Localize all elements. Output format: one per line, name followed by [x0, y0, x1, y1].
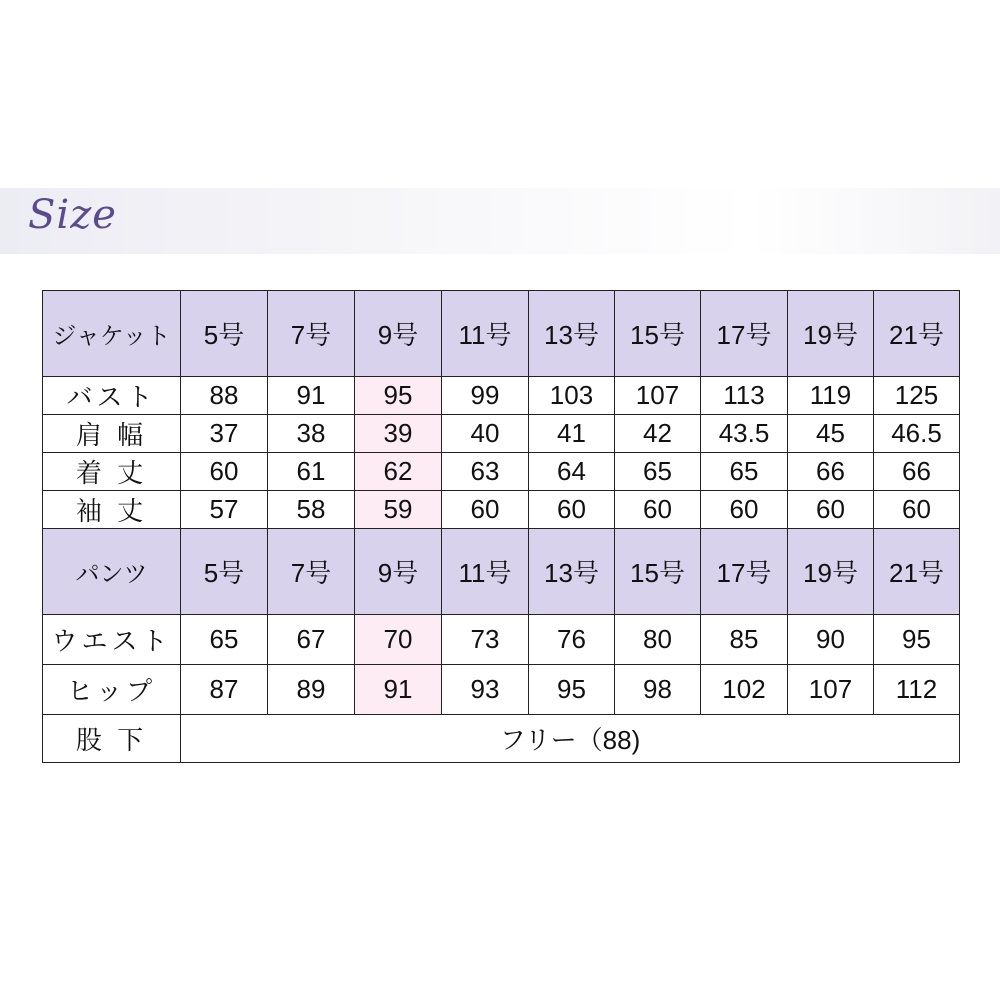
pants-header-label: パンツ [43, 529, 181, 615]
value-cell: 42 [615, 415, 701, 453]
bust-row [43, 377, 960, 415]
value-cell: 38 [268, 415, 355, 453]
size-banner [0, 188, 1000, 254]
value-cell: 60 [442, 491, 529, 529]
row-label: 肩 幅 [43, 415, 181, 453]
value-cell: 67 [268, 615, 355, 665]
value-cell: 113 [701, 377, 788, 415]
value-cell: 95 [874, 615, 960, 665]
value-cell: 93 [442, 665, 529, 715]
value-cell: 91 [355, 665, 442, 715]
row-label: 袖 丈 [43, 491, 181, 529]
value-cell: 99 [442, 377, 529, 415]
value-cell: 119 [788, 377, 874, 415]
value-cell: 66 [788, 453, 874, 491]
row-label: 着 丈 [43, 453, 181, 491]
size-header-cell: 17号 [701, 529, 788, 615]
value-cell: 60 [615, 491, 701, 529]
size-header-cell: 5号 [181, 291, 268, 377]
size-header-cell: 7号 [268, 291, 355, 377]
value-cell: 70 [355, 615, 442, 665]
value-cell: 39 [355, 415, 442, 453]
size-header-cell: 17号 [701, 291, 788, 377]
value-cell: 57 [181, 491, 268, 529]
waist-row [43, 615, 960, 665]
value-cell: 112 [874, 665, 960, 715]
value-cell: 60 [529, 491, 615, 529]
value-cell: 89 [268, 665, 355, 715]
length-row [43, 453, 960, 491]
value-cell: 65 [701, 453, 788, 491]
size-header-cell: 9号 [355, 529, 442, 615]
value-cell: 64 [529, 453, 615, 491]
value-cell: 90 [788, 615, 874, 665]
size-chart-table [42, 290, 960, 763]
value-cell: 95 [529, 665, 615, 715]
hip-row [43, 665, 960, 715]
sleeve-row [43, 491, 960, 529]
inseam-row [43, 715, 960, 763]
inseam-value-cell: フリー（88) [181, 715, 960, 763]
size-header-cell: 11号 [442, 291, 529, 377]
size-header-cell: 15号 [615, 291, 701, 377]
value-cell: 60 [788, 491, 874, 529]
jacket-header-row [43, 291, 960, 377]
value-cell: 63 [442, 453, 529, 491]
size-header-cell: 5号 [181, 529, 268, 615]
size-header-cell: 21号 [874, 291, 960, 377]
value-cell: 103 [529, 377, 615, 415]
size-header-cell: 13号 [529, 529, 615, 615]
value-cell: 107 [615, 377, 701, 415]
size-header-cell: 19号 [788, 529, 874, 615]
value-cell: 87 [181, 665, 268, 715]
value-cell: 76 [529, 615, 615, 665]
row-label: バスト [43, 377, 181, 415]
row-label: 股 下 [43, 715, 181, 763]
jacket-header-label: ジャケット [43, 291, 181, 377]
value-cell: 40 [442, 415, 529, 453]
value-cell: 45 [788, 415, 874, 453]
value-cell: 58 [268, 491, 355, 529]
value-cell: 91 [268, 377, 355, 415]
value-cell: 60 [181, 453, 268, 491]
size-header-cell: 13号 [529, 291, 615, 377]
value-cell: 65 [615, 453, 701, 491]
value-cell: 85 [701, 615, 788, 665]
value-cell: 41 [529, 415, 615, 453]
value-cell: 62 [355, 453, 442, 491]
pants-header-row [43, 529, 960, 615]
value-cell: 102 [701, 665, 788, 715]
value-cell: 95 [355, 377, 442, 415]
value-cell: 88 [181, 377, 268, 415]
size-header-cell: 19号 [788, 291, 874, 377]
row-label: ウエスト [43, 615, 181, 665]
value-cell: 65 [181, 615, 268, 665]
value-cell: 73 [442, 615, 529, 665]
shoulder-row [43, 415, 960, 453]
value-cell: 60 [874, 491, 960, 529]
value-cell: 125 [874, 377, 960, 415]
value-cell: 43.5 [701, 415, 788, 453]
value-cell: 37 [181, 415, 268, 453]
size-header-cell: 11号 [442, 529, 529, 615]
size-header-cell: 9号 [355, 291, 442, 377]
value-cell: 107 [788, 665, 874, 715]
value-cell: 66 [874, 453, 960, 491]
value-cell: 80 [615, 615, 701, 665]
size-title: Size [28, 192, 117, 238]
value-cell: 46.5 [874, 415, 960, 453]
value-cell: 61 [268, 453, 355, 491]
row-label: ヒップ [43, 665, 181, 715]
value-cell: 60 [701, 491, 788, 529]
size-header-cell: 15号 [615, 529, 701, 615]
value-cell: 98 [615, 665, 701, 715]
size-header-cell: 7号 [268, 529, 355, 615]
size-header-cell: 21号 [874, 529, 960, 615]
value-cell: 59 [355, 491, 442, 529]
